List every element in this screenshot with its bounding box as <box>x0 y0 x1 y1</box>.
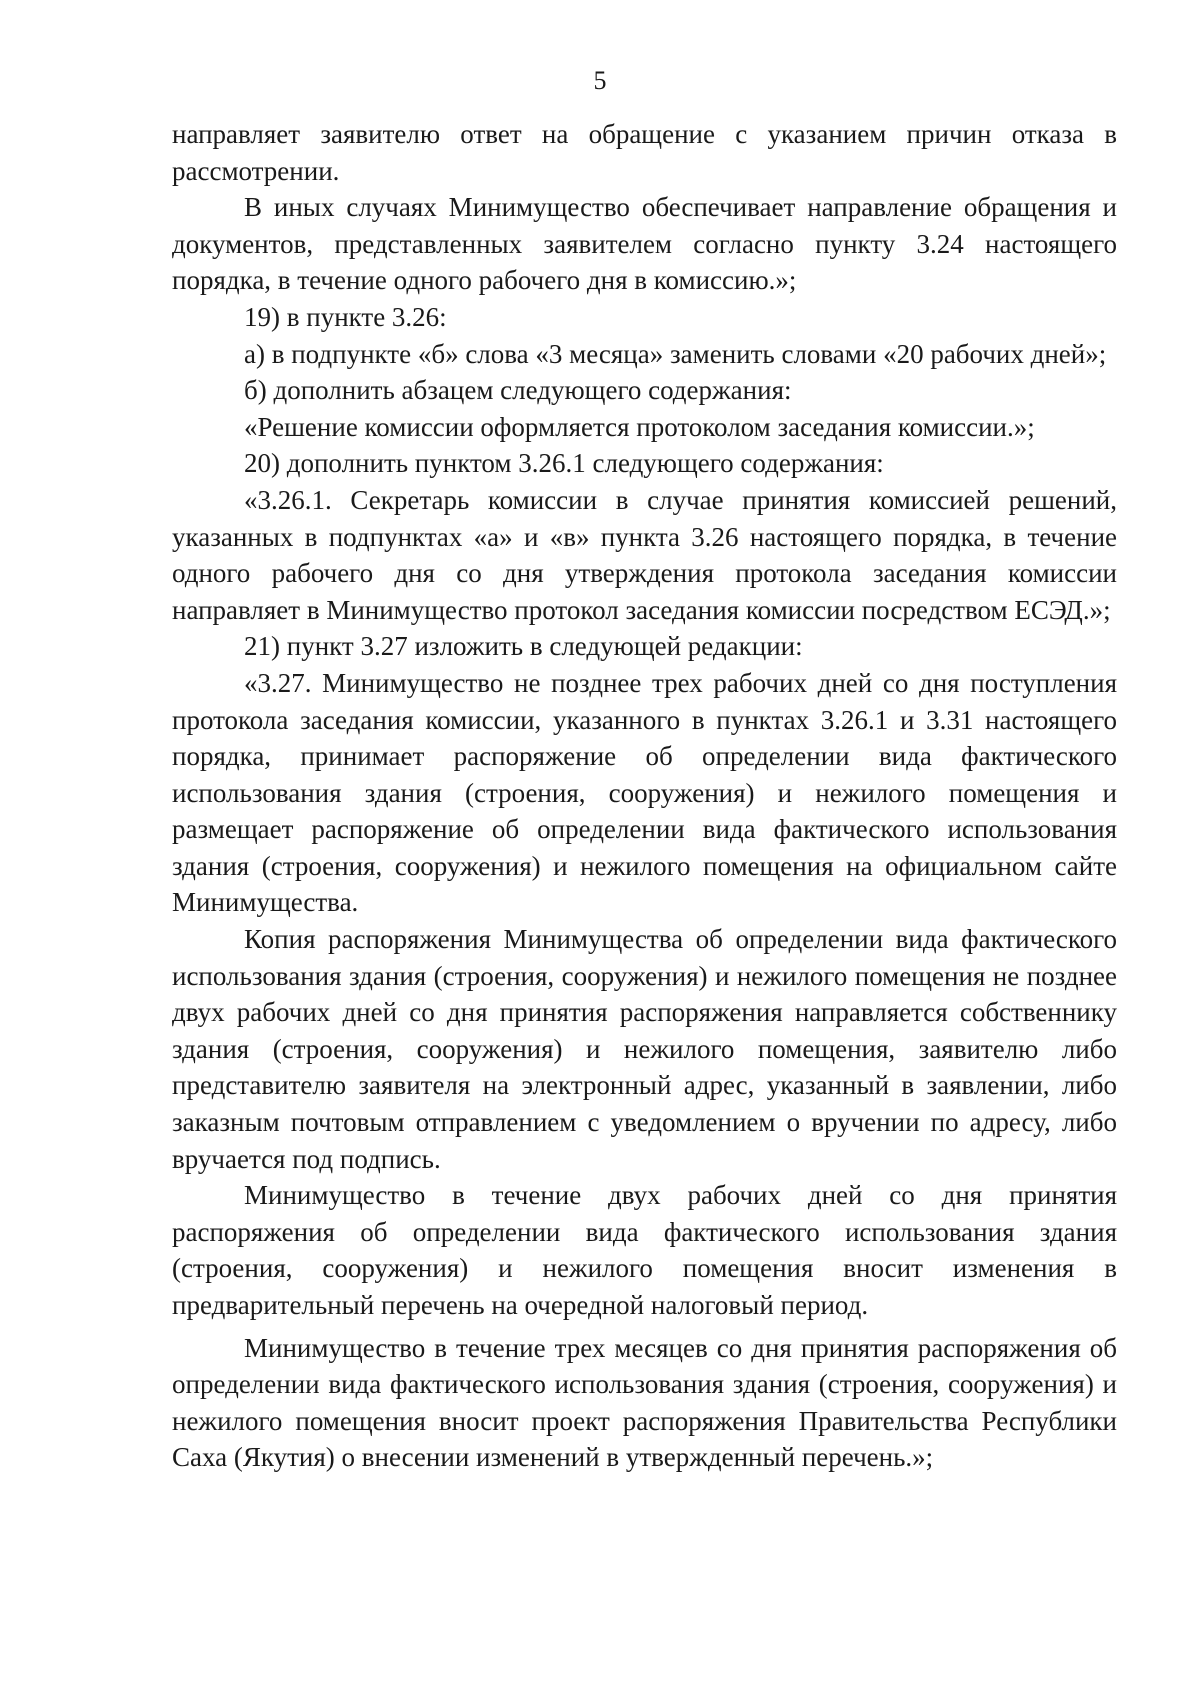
paragraph-2: В иных случаях Минимущество обеспечивает направление обращения и документов, представленных заявителем согласно пункту 3.24 настоящего порядка, в течение одного рабочего дня в комиссию.»; <box>172 192 1117 296</box>
paragraph-7: 20) дополнить пунктом 3.26.1 следующего содержания: <box>244 448 884 479</box>
paragraph-1: направляет заявителю ответ на обращение с указанием причин отказа в рассмотрении. <box>172 119 1117 186</box>
paragraph-3: 19) в пункте 3.26: <box>244 301 447 332</box>
paragraph-5: б) дополнить абзацем следующего содержания: <box>244 375 792 406</box>
document-body <box>172 116 1117 1476</box>
paragraph-9: 21) пункт 3.27 изложить в следующей редакции: <box>244 631 803 662</box>
paragraph-11: Копия распоряжения Минимущества об определении вида фактического использования здания (строения, сооружения) и нежилого помещения не позднее двух рабочих дней со дня принятия распоряжения направляется собственнику здания (строения, сооружения) и нежилого помещения, заявителю либо представителю заявителя на электронный адрес, указанный в заявлении, либо заказным почтовым отправлением с уведомлением о вручении по адресу, либо вручается под подпись. <box>172 924 1117 1174</box>
paragraph-8: «3.26.1. Секретарь комиссии в случае принятия комиссией решений, указанных в подпунктах «а» и «в» пункта 3.26 настоящего порядка, в течение одного рабочего дня со дня утверждения протокола заседания комиссии направляет в Минимущество протокол заседания комиссии посредством ЕСЭД.»; <box>172 484 1117 625</box>
paragraph-4: а) в подпункте «б» слова «3 месяца» заменить словами «20 рабочих дней»; <box>244 338 1107 369</box>
paragraph-12: Минимущество в течение двух рабочих дней со дня принятия распоряжения об определении вида фактического использования здания (строения, сооружения) и нежилого помещения вносит изменения в предварительный перечень на очередной налоговый период. <box>172 1180 1117 1320</box>
paragraph-13: Минимущество в течение трех месяцев со дня принятия распоряжения об определении вида фактического использования здания (строения, сооружения) и нежилого помещения вносит проект распоряжения Правительства Республики Саха (Якутия) о внесении изменений в утвержденный перечень.»; <box>172 1332 1117 1473</box>
paragraph-6: «Решение комиссии оформляется протоколом заседания комиссии.»; <box>244 411 1035 442</box>
page-number: 5 <box>593 66 607 95</box>
paragraph-10: «3.27. Минимущество не позднее трех рабочих дней со дня поступления протокола заседания комиссии, указанного в пунктах 3.26.1 и 3.31 настоящего порядка, принимает распоряжение об определении вида фактического использования здания (строения, сооружения) и нежилого помещения и размещает распоряжение об определении вида фактического использования здания (строения, сооружения) и нежилого помещения на официальном сайте Минимущества. <box>172 667 1117 918</box>
